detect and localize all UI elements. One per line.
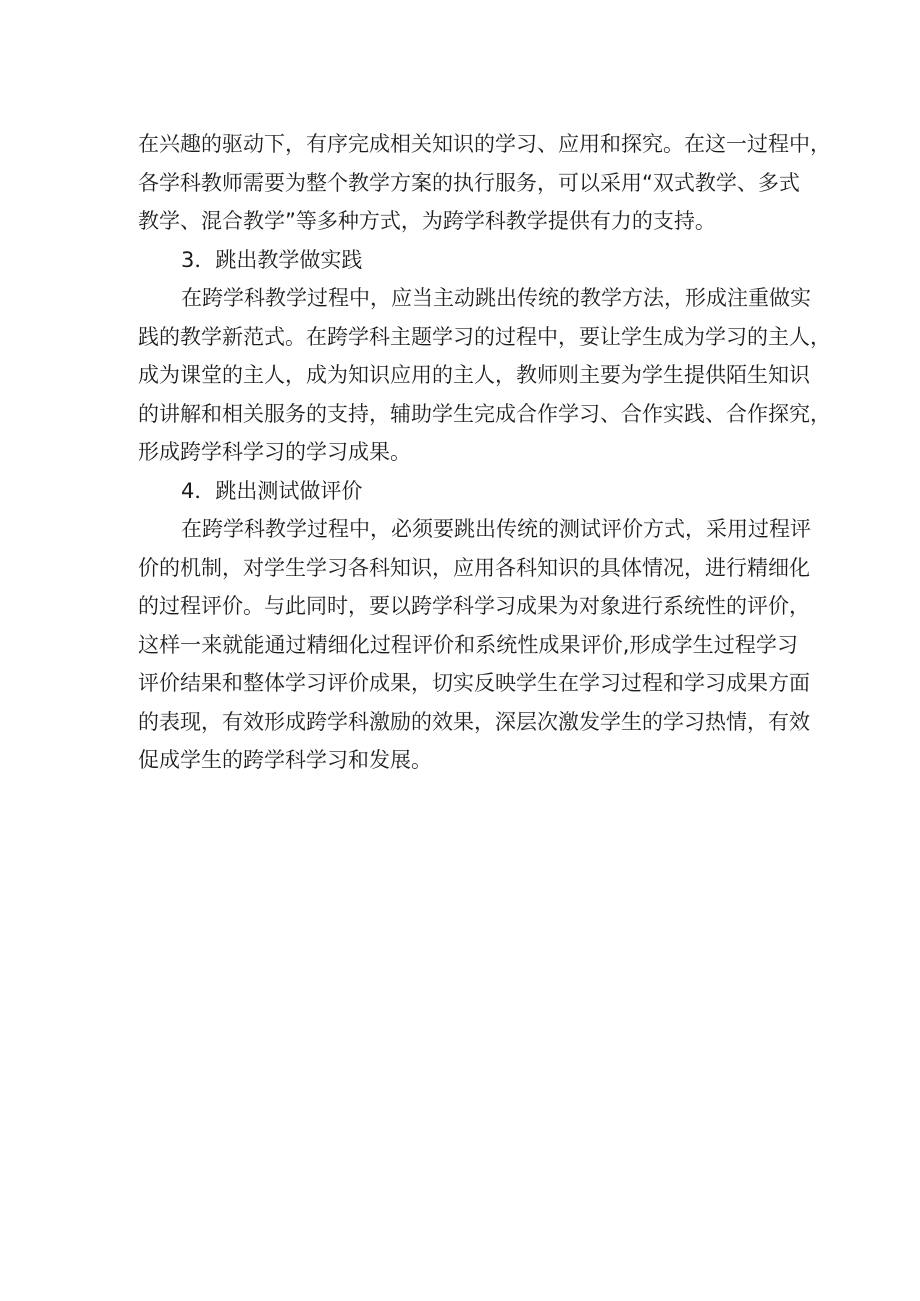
text-line: 践的教学新范式。在跨学科主题学习的过程中，要让学生成为学习的主人， — [138, 324, 831, 349]
text-line: 评价结果和整体学习评价成果，切实反映学生在学习过程和学习成果方面 — [138, 671, 810, 695]
text-line: 价的机制，对学生学习各科知识，应用各科知识的具体情况，进行精细化 — [138, 555, 810, 580]
text-line: 在跨学科教学过程中，必须要跳出传统的测试评价方式，采用过程评 — [181, 517, 811, 541]
section-4-heading: 4．跳出测试做评价 — [181, 478, 363, 503]
document-body — [138, 125, 831, 780]
text-line: 的讲解和相关服务的支持，辅助学生完成合作学习、合作实践、合作探究， — [138, 401, 831, 426]
text-line: 教学、混合教学”等多种方式，为跨学科教学提供有力的支持。 — [138, 209, 716, 233]
text-line: 在兴趣的驱动下，有序完成相关知识的学习、应用和探究。在这一过程中， — [138, 132, 831, 156]
text-line: 成为课堂的主人，成为知识应用的主人，教师则主要为学生提供陌生知识 — [138, 363, 810, 387]
continued-paragraph — [138, 125, 831, 241]
section-3-heading: 3．跳出教学做实践 — [181, 247, 363, 272]
section-4-paragraph — [138, 510, 811, 780]
section-3-paragraph — [138, 279, 831, 472]
text-line: 的过程评价。与此同时，要以跨学科学习成果为对象进行系统性的评价， — [138, 594, 810, 618]
text-line: 在跨学科教学过程中，应当主动跳出传统的教学方法，形成注重做实 — [181, 286, 811, 310]
text-line: 促成学生的跨学科学习和发展。 — [138, 748, 432, 772]
text-line: 的表现，有效形成跨学科激励的效果，深层次激发学生的学习热情，有效 — [138, 709, 810, 734]
text-line: 形成跨学科学习的学习成果。 — [138, 440, 411, 464]
text-line: 这样一来就能通过精细化过程评价和系统性成果评价,形成学生过程学习 — [138, 632, 798, 657]
text-line: 各学科教师需要为整个教学方案的执行服务，可以采用“双式教学、多式 — [138, 170, 800, 195]
